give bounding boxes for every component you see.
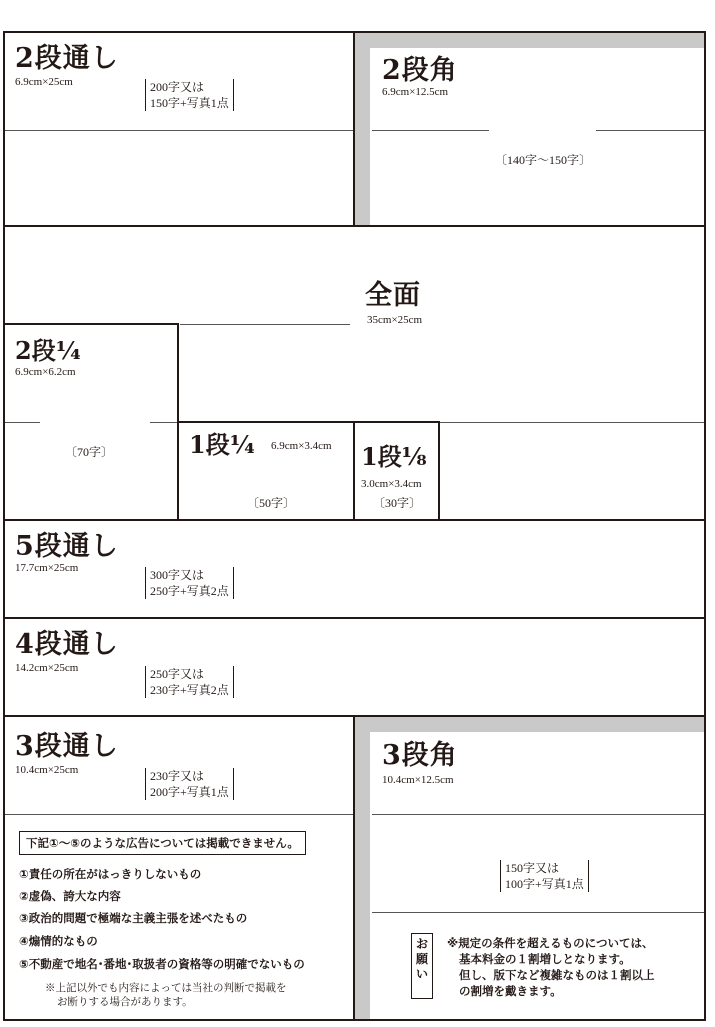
divider xyxy=(5,130,353,131)
char-limit-line-2: 150字+写真1点 xyxy=(150,96,229,110)
restriction-item: ④煽情的なもの xyxy=(19,934,98,948)
grey-margin xyxy=(355,717,704,732)
ad-3dan-dori xyxy=(3,715,355,1021)
divider xyxy=(596,130,704,131)
request-line-1: ※規定の条件を超えるものについては、 xyxy=(447,936,654,950)
request-line-4: の割増を戴きます。 xyxy=(459,984,562,998)
restriction-heading: 下記①～⑤のような広告については掲載できません。 xyxy=(19,831,306,855)
request-line-3: 但し、版下など複雑なものは１割以上 xyxy=(459,968,655,982)
divider xyxy=(180,324,350,325)
ad-title: 3段通し xyxy=(15,731,119,762)
ad-4dan-dori xyxy=(3,617,706,717)
divider xyxy=(5,422,40,423)
ad-2dan-quarter xyxy=(3,323,179,521)
ad-size: 6.9cm×12.5cm xyxy=(382,86,449,98)
divider xyxy=(5,814,353,815)
restriction-item: ⑤不動産で地名･番地･取扱者の資格等の明確でないもの xyxy=(19,957,305,971)
request-label-char: お xyxy=(415,937,428,951)
ad-title: 2段角 xyxy=(382,55,458,86)
divider xyxy=(440,422,704,423)
ad-char-limit xyxy=(145,567,234,599)
ad-char-limit: 〔50字〕 xyxy=(247,496,296,510)
divider xyxy=(372,814,704,815)
ad-size: 10.4cm×25cm xyxy=(15,764,79,776)
char-limit-line-1: 250字又は xyxy=(150,667,205,681)
divider xyxy=(150,422,177,423)
char-limit-line-2: 230字+写真2点 xyxy=(150,683,229,697)
ad-char-limit xyxy=(145,79,234,111)
ad-title: 2段¼ xyxy=(15,336,81,365)
note-line-1: ※上記以外でも内容によっては当社の判断で掲載を xyxy=(45,982,287,994)
char-limit-line-1: 200字又は xyxy=(150,80,205,94)
ad-size: 35cm×25cm xyxy=(367,314,423,326)
ad-char-limit: 〔30字〕 xyxy=(373,496,422,510)
note-line-2: お断りする場合があります。 xyxy=(57,996,193,1008)
ad-char-limit xyxy=(145,768,234,800)
ad-title: 1段¼ xyxy=(189,430,255,459)
char-limit-line-1: 150字又は xyxy=(505,861,560,875)
grey-margin xyxy=(355,33,704,48)
ad-size: 14.2cm×25cm xyxy=(15,662,79,674)
char-limit-line-2: 100字+写真1点 xyxy=(505,877,584,891)
ad-1dan-quarter xyxy=(177,421,355,521)
ad-5dan-dori xyxy=(3,519,706,619)
ad-title: 2段通し xyxy=(15,43,119,74)
ad-size: 6.9cm×6.2cm xyxy=(15,366,76,378)
ad-2dan-dori xyxy=(3,31,355,227)
restriction-item: ③政治的問題で極端な主義主張を述べたもの xyxy=(19,911,248,925)
ad-2dan-kaku-frame xyxy=(353,31,706,227)
restriction-item: ②虚偽、誇大な内容 xyxy=(19,889,121,903)
char-limit-line-2: 250字+写真2点 xyxy=(150,584,229,598)
grey-margin xyxy=(355,717,370,1019)
ad-title: 3段角 xyxy=(382,740,458,771)
ad-char-limit xyxy=(145,666,234,698)
request-label xyxy=(411,933,433,999)
ad-char-limit: 〔140字～150字〕 xyxy=(495,153,592,167)
request-label-char: い xyxy=(415,967,428,981)
ad-title: 1段⅛ xyxy=(361,442,427,471)
ad-title: 5段通し xyxy=(15,531,119,562)
ad-size: 6.9cm×3.4cm xyxy=(271,440,332,452)
request-text xyxy=(447,935,655,999)
ad-3dan-kaku-frame xyxy=(353,715,706,1021)
restriction-note xyxy=(45,981,287,1009)
char-limit-line-2: 200字+写真1点 xyxy=(150,785,229,799)
ad-size: 10.4cm×12.5cm xyxy=(382,774,454,786)
ad-title: 4段通し xyxy=(15,629,119,660)
char-limit-line-1: 300字又は xyxy=(150,568,205,582)
request-line-2: 基本料金の１割増しとなります。 xyxy=(459,952,631,966)
grey-margin xyxy=(355,33,370,225)
divider xyxy=(372,912,704,913)
ad-char-limit: 〔70字〕 xyxy=(65,445,114,459)
ad-char-limit xyxy=(500,860,589,892)
ad-size: 17.7cm×25cm xyxy=(15,562,79,574)
request-label-char: 願 xyxy=(415,952,428,966)
divider xyxy=(372,130,489,131)
ad-title: 全面 xyxy=(365,280,421,311)
ad-1dan-eighth xyxy=(353,421,440,521)
ad-size: 3.0cm×3.4cm xyxy=(361,478,422,490)
ad-size: 6.9cm×25cm xyxy=(15,76,73,88)
char-limit-line-1: 230字又は xyxy=(150,769,205,783)
restriction-item: ①責任の所在がはっきりしないもの xyxy=(19,867,202,881)
